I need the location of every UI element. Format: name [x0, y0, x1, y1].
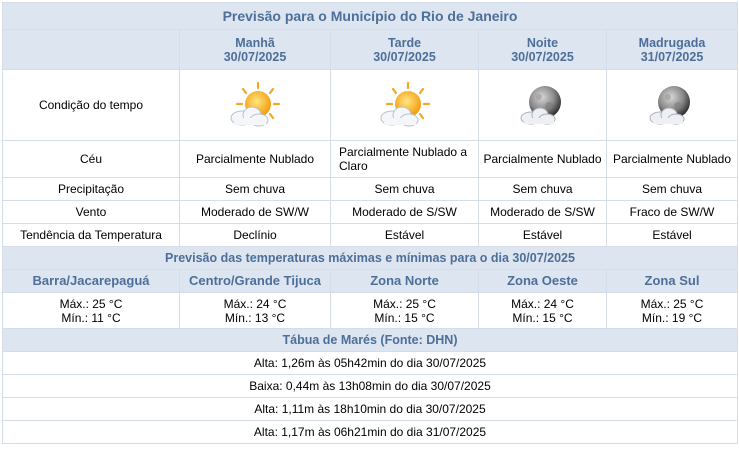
vento-cell: Moderado de S/SW	[331, 201, 479, 224]
ceu-cell: Parcialmente Nublado	[180, 141, 331, 178]
tide-row: Alta: 1,17m às 06h21min do dia 31/07/2025	[3, 421, 738, 444]
condition-cell	[331, 70, 479, 141]
row-label-precip: Precipitação	[3, 178, 180, 201]
zone-header: Zona Sul	[607, 270, 738, 293]
tendencia-cell: Estável	[479, 224, 607, 247]
period-header	[607, 30, 738, 70]
period-name: Noite	[526, 35, 559, 50]
zone-header: Barra/Jacarepaguá	[3, 270, 180, 293]
precip-cell: Sem chuva	[180, 178, 331, 201]
period-date: 30/07/2025	[373, 49, 436, 64]
precip-cell: Sem chuva	[607, 178, 738, 201]
temp-max: Máx.: 25 °C	[59, 296, 123, 311]
moon-cloud-icon	[645, 80, 699, 130]
tide-row: Alta: 1,11m às 18h10min do dia 30/07/2025	[3, 398, 738, 421]
vento-cell: Moderado de S/SW	[479, 201, 607, 224]
period-name: Tarde	[387, 35, 422, 50]
ceu-cell: Parcialmente Nublado	[607, 141, 738, 178]
vento-cell: Moderado de SW/W	[180, 201, 331, 224]
period-header	[331, 30, 479, 70]
tendencia-cell: Estável	[331, 224, 479, 247]
vento-cell: Fraco de SW/W	[607, 201, 738, 224]
period-date: 30/07/2025	[223, 49, 287, 64]
zone-temps	[3, 293, 180, 329]
header-corner	[3, 30, 180, 70]
condition-cell	[607, 70, 738, 141]
temp-min: Mín.: 11 °C	[61, 310, 121, 325]
temp-max: Máx.: 25 °C	[640, 296, 704, 311]
zone-header: Centro/Grande Tijuca	[180, 270, 331, 293]
temp-min: Mín.: 15 °C	[374, 310, 435, 325]
zone-header: Zona Oeste	[479, 270, 607, 293]
tides-section-title: Tábua de Marés (Fonte: DHN)	[3, 329, 738, 352]
temp-min: Mín.: 15 °C	[512, 310, 573, 325]
period-date: 31/07/2025	[640, 49, 704, 64]
row-label-ceu: Céu	[3, 141, 180, 178]
ceu-cell: Parcialmente Nublado a Claro	[331, 141, 479, 178]
temp-max: Máx.: 24 °C	[511, 296, 574, 311]
tendencia-cell: Declínio	[180, 224, 331, 247]
temps-section-title: Previsão das temperaturas máximas e mínimas para o dia 30/07/2025	[3, 247, 738, 270]
row-label-condicao: Condição do tempo	[3, 70, 180, 141]
condition-cell	[180, 70, 331, 141]
temp-min: Mín.: 19 °C	[641, 310, 703, 325]
period-header	[180, 30, 331, 70]
sun-cloud-icon	[378, 80, 432, 130]
period-name: Manhã	[235, 35, 275, 50]
page-title: Previsão para o Município do Rio de Janeiro	[3, 3, 738, 30]
zone-temps	[331, 293, 479, 329]
precip-cell: Sem chuva	[479, 178, 607, 201]
moon-cloud-icon	[516, 80, 570, 130]
temp-max: Máx.: 25 °C	[373, 296, 436, 311]
zone-temps	[180, 293, 331, 329]
temp-min: Mín.: 13 °C	[224, 310, 286, 325]
temp-max: Máx.: 24 °C	[223, 296, 287, 311]
zone-temps	[607, 293, 738, 329]
precip-cell: Sem chuva	[331, 178, 479, 201]
condition-cell	[479, 70, 607, 141]
zone-temps	[479, 293, 607, 329]
row-label-tendencia: Tendência da Temperatura	[3, 224, 180, 247]
tendencia-cell: Estável	[607, 224, 738, 247]
period-date: 30/07/2025	[511, 49, 574, 64]
tide-row: Alta: 1,26m às 05h42min do dia 30/07/2025	[3, 352, 738, 375]
sun-cloud-icon	[228, 80, 282, 130]
period-header	[479, 30, 607, 70]
forecast-table	[2, 2, 738, 444]
zone-header: Zona Norte	[331, 270, 479, 293]
ceu-cell: Parcialmente Nublado	[479, 141, 607, 178]
tide-row: Baixa: 0,44m às 13h08min do dia 30/07/2025	[3, 375, 738, 398]
row-label-vento: Vento	[3, 201, 180, 224]
period-name: Madrugada	[638, 35, 706, 50]
